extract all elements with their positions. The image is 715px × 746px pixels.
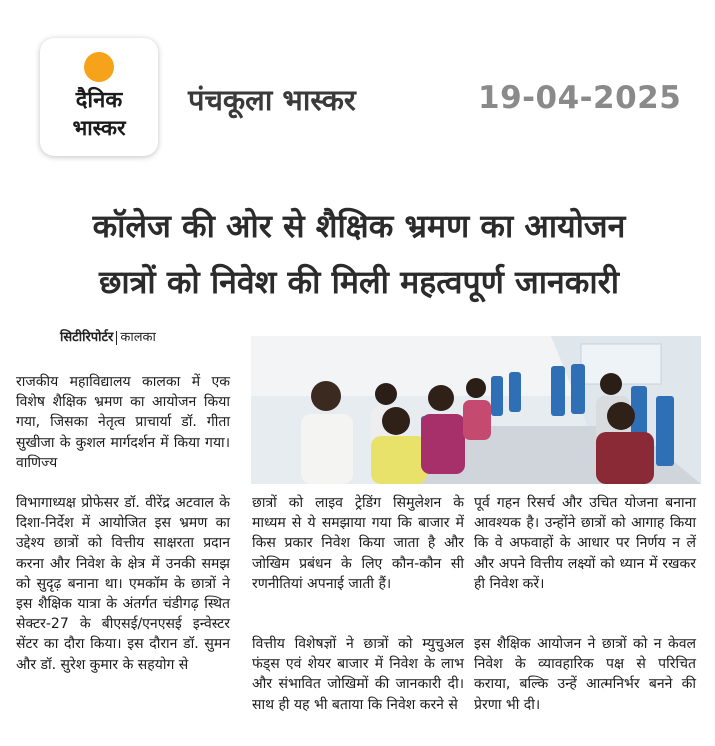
logo-sun-icon [84,52,114,82]
byline-place: कालका [120,330,156,345]
news-photo [251,336,701,484]
article-paragraph-6: इस शैक्षिक आयोजन ने छात्रों को न केवल निवेश के व्यावहारिक पक्ष से परिचित कराया, बल्कि उन्हें आत्मनिर्भर बनने की प्रेरणा भी दी। [474,636,696,713]
article-paragraph-4: वित्तीय विशेषज्ञों ने छात्रों को म्युचुअल फंड्स एवं शेयर बाजार में निवेश के लाभ और संभावित जोखिमों की जानकारी दी। साथ ही यह भी बताया कि निवेश करने से [252,636,464,713]
byline-reporter: सिटीरिपोर्टर [60,330,114,345]
byline-divider [116,331,117,345]
edition-date: 19-04-2025 [478,80,682,116]
article-paragraph-5: पूर्व गहन रिसर्च और उचित योजना बनाना आवश्यक है। उन्होंने छात्रों को आगाह किया कि वे अफवाहों के आधार पर निर्णय न लें और अपने वित्तीय लक्ष्यों को ध्यान में रखकर ही निवेश करें। [474,495,696,592]
article-paragraph-1: राजकीय महाविद्यालय कालका में एक विशेष शैक्षिक भ्रमण का आयोजन किया गया, जिसका नेतृत्व प्राचार्या डॉ. गीता सुखीजा के कुशल मार्गदर्शन में किया गया। वाणिज्य [16,374,230,471]
students-photo-illustration [251,336,701,484]
logo-text-line2: भास्कर [72,116,126,140]
edition-name: पंचकूला भास्कर [188,83,356,117]
byline [60,327,156,345]
headline-line2: छात्रों को निवेश की मिली महत्वपूर्ण जानकारी [99,263,619,301]
newspaper-header [0,0,715,180]
logo-text-line1: दैनिक [75,88,123,113]
article-paragraph-2: विभागाध्यक्ष प्रोफेसर डॉ. वीरेंद्र अटवाल के दिशा-निर्देश में आयोजित इस भ्रमण का उद्देश्य छात्रों को वित्तीय साक्षरता प्रदान करना और निवेश के क्षेत्र में उनकी समझ को सुदृढ़ बनाना था। एमकॉम के छात्रों ने इस शैक्षिक यात्रा के अंतर्गत चंडीगढ़ स्थित सेक्टर-27 के बीएसई/एनएसई इन्वेस्टर सेंटर का दौरा किया। इस दौरान डॉ. सुमन और डॉ. सुरेश कुमार के सहयोग से [16,495,230,673]
dainik-bhaskar-logo [40,38,158,156]
headline-line1: कॉलेज की ओर से शैक्षिक भ्रमण का आयोजन [92,207,626,245]
article-paragraph-3: छात्रों को लाइव ट्रेडिंग सिमुलेशन के माध्यम से ये समझाया गया कि बाजार में किस प्रकार निवेश किया जाता है और जोखिम प्रबंधन के लिए कौन-कौन सी रणनीतियां अपनाई जाती हैं। [252,495,464,592]
